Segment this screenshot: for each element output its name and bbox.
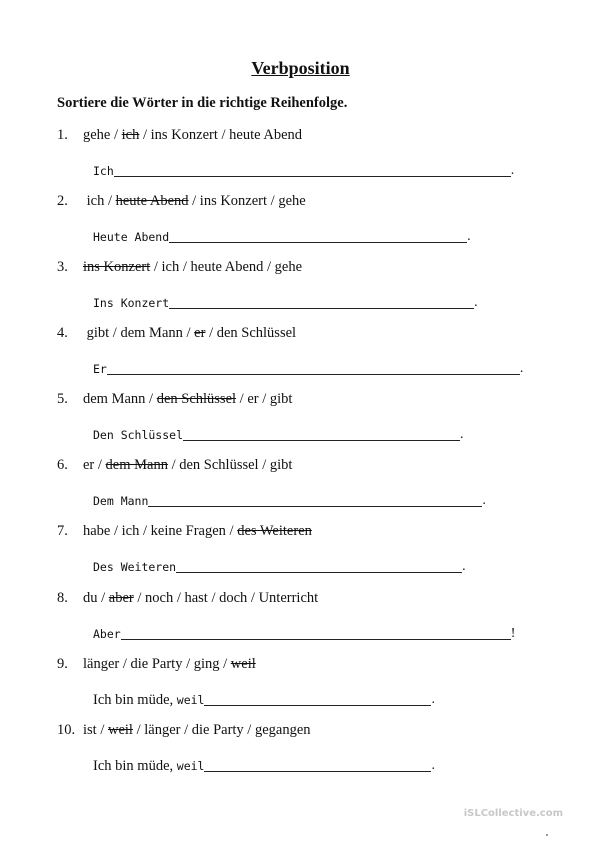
struck-word: heute Abend <box>115 193 189 209</box>
answer-line[interactable] <box>169 294 474 309</box>
answer-starter: Aber <box>93 627 121 641</box>
word-list: du / <box>83 590 109 606</box>
exercise-prompt <box>57 457 292 475</box>
answer-end-punctuation: ! <box>510 626 516 641</box>
word-list: dem Mann / <box>83 391 157 407</box>
answer-end-punctuation: . <box>431 758 435 773</box>
page-title: Verbposition <box>251 58 350 78</box>
answer-prefix: Ich bin müde, <box>93 758 177 774</box>
exercise-number: 5. <box>57 391 68 407</box>
struck-word: weil <box>230 656 256 672</box>
answer-starter <box>93 692 204 708</box>
answer-end-punctuation: . <box>462 559 466 574</box>
answer-row <box>93 359 523 377</box>
answer-starter: Er <box>93 362 107 376</box>
word-list: ist / <box>83 722 108 738</box>
exercise-prompt <box>57 590 318 608</box>
exercise-number: 10. <box>57 722 76 738</box>
answer-end-punctuation: . <box>431 692 435 707</box>
exercise-number: 7. <box>57 523 68 539</box>
word-list: / ins Konzert / gehe <box>188 193 306 209</box>
exercise-number: 1. <box>57 127 68 143</box>
struck-word: er <box>194 325 206 341</box>
word-list: / ins Konzert / heute Abend <box>139 127 303 143</box>
struck-word: ins Konzert <box>83 259 151 275</box>
exercise-prompt <box>57 391 292 409</box>
answer-row <box>93 293 478 311</box>
exercise-prompt <box>57 193 306 211</box>
answer-line[interactable] <box>148 492 482 507</box>
answer-end-punctuation: . <box>482 493 486 508</box>
struck-word: des Weiteren <box>237 523 312 539</box>
answer-row <box>93 624 515 642</box>
answer-starter: Ins Konzert <box>93 296 170 310</box>
word-list: ich / <box>83 193 116 209</box>
answer-line[interactable] <box>169 228 467 243</box>
exercise-number: 9. <box>57 656 68 672</box>
answer-end-punctuation: . <box>460 427 464 442</box>
answer-end-punctuation: . <box>510 163 515 178</box>
exercise-prompt <box>57 259 302 277</box>
exercise-number: 4. <box>57 325 68 341</box>
answer-row <box>93 690 435 708</box>
exercise-number: 3. <box>57 259 68 275</box>
watermark: iSLCollective.com <box>463 808 563 819</box>
answer-starter-word: weil <box>176 693 205 707</box>
exercise-number: 6. <box>57 457 68 473</box>
answer-line[interactable] <box>204 691 431 706</box>
struck-word: weil <box>107 722 133 738</box>
struck-word: ich <box>121 127 140 143</box>
answer-row <box>93 161 514 179</box>
answer-starter: Des Weiteren <box>93 560 177 574</box>
answer-line[interactable] <box>204 757 431 772</box>
struck-word: aber <box>108 590 134 606</box>
word-list: gibt / dem Mann / <box>83 325 195 341</box>
instruction: Sortiere die Wörter in die richtige Reihenfolge. <box>57 95 348 111</box>
answer-row <box>93 227 471 245</box>
answer-row <box>93 491 486 509</box>
word-list: gehe / <box>83 127 122 143</box>
answer-row <box>93 425 464 443</box>
answer-line[interactable] <box>114 162 511 177</box>
exercise-prompt <box>57 127 302 145</box>
answer-row <box>93 557 466 575</box>
answer-line[interactable] <box>183 426 460 441</box>
word-list: / er / gibt <box>236 391 293 407</box>
word-list: er / <box>83 457 106 473</box>
exercise-prompt <box>57 656 256 674</box>
answer-row <box>93 756 435 774</box>
struck-word: den Schlüssel <box>156 391 237 407</box>
answer-starter: Heute Abend <box>93 230 170 244</box>
answer-starter: Den Schlüssel <box>93 428 184 442</box>
struck-word: dem Mann <box>105 457 168 473</box>
answer-starter: Ich <box>93 164 114 178</box>
word-list: länger / die Party / ging / <box>83 656 231 672</box>
word-list: / noch / hast / doch / Unterricht <box>133 590 319 606</box>
word-list: / den Schlüssel <box>205 325 297 341</box>
exercise-number: 8. <box>57 590 68 606</box>
answer-end-punctuation: . <box>474 295 478 310</box>
answer-end-punctuation: . <box>467 229 471 244</box>
exercise-prompt <box>57 722 311 740</box>
answer-line[interactable] <box>176 558 462 573</box>
answer-end-punctuation: . <box>519 361 524 376</box>
word-list: / den Schlüssel / gibt <box>167 457 293 473</box>
answer-starter: Dem Mann <box>93 494 149 508</box>
exercise-number: 2. <box>57 193 68 209</box>
decorative-dot <box>546 834 548 836</box>
word-list: habe / ich / keine Fragen / <box>83 523 238 539</box>
exercise-prompt <box>57 523 312 541</box>
answer-line[interactable] <box>121 625 511 640</box>
exercise-prompt <box>57 325 296 343</box>
word-list: / ich / heute Abend / gehe <box>150 259 303 275</box>
answer-starter-word: weil <box>176 759 205 773</box>
answer-prefix: Ich bin müde, <box>93 692 177 708</box>
answer-line[interactable] <box>107 360 520 375</box>
answer-starter <box>93 758 204 774</box>
word-list: / länger / die Party / gegangen <box>132 722 311 738</box>
